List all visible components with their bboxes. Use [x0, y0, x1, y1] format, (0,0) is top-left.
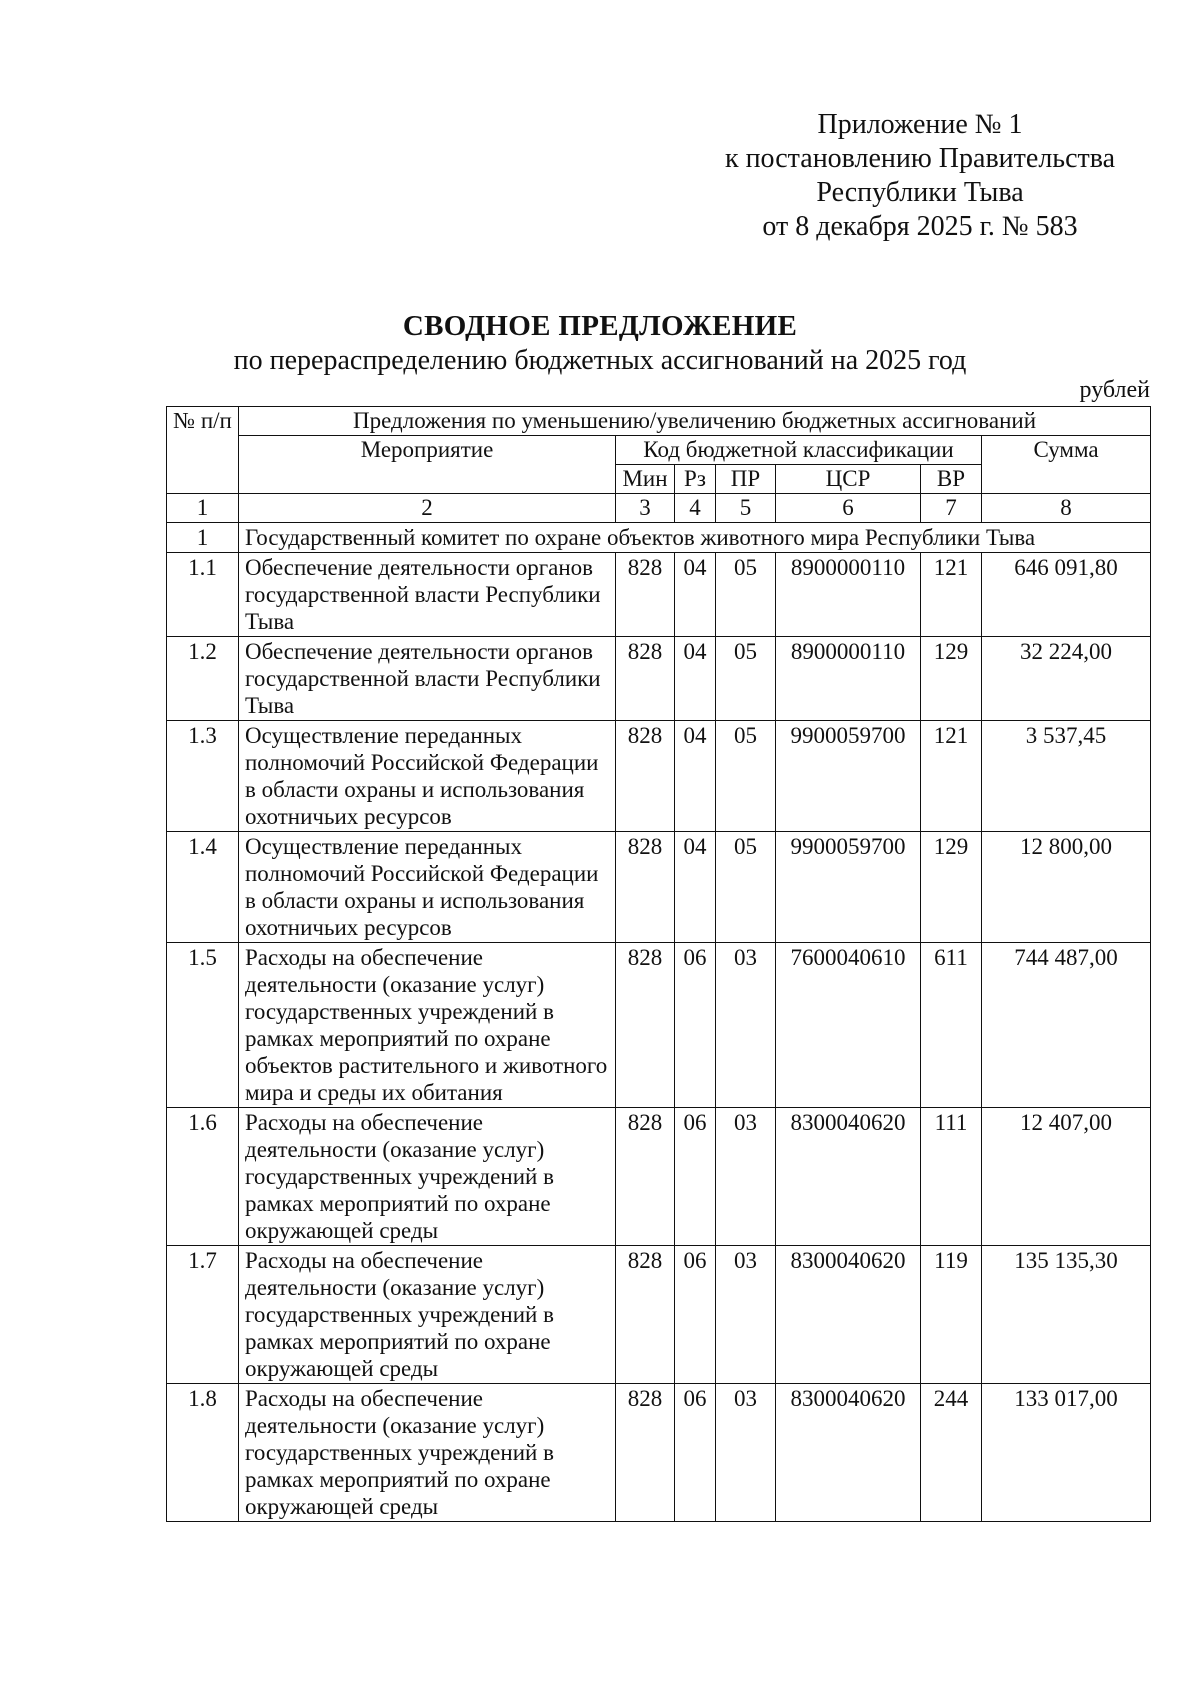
row-num: 1.6: [167, 1108, 239, 1246]
header-proposals: Предложения по уменьшению/увеличению бюджетных ассигнований: [239, 407, 1151, 436]
row-sum: 3 537,45: [982, 721, 1151, 832]
row-vr: 611: [921, 943, 982, 1108]
header-event: Мероприятие: [239, 436, 616, 494]
row-min: 828: [616, 721, 675, 832]
table-row: [167, 1108, 1151, 1246]
table-row: [167, 1384, 1151, 1522]
row-pr: 03: [716, 1246, 776, 1384]
row-event-name: Обеспечение деятельности органов государственной власти Республики Тыва: [239, 637, 616, 721]
col-number: 2: [239, 494, 616, 523]
row-sum: 12 407,00: [982, 1108, 1151, 1246]
row-sum: 32 224,00: [982, 637, 1151, 721]
row-csr: 8300040620: [776, 1246, 921, 1384]
section-row: [167, 523, 1151, 553]
row-pr: 05: [716, 832, 776, 943]
header-num: № п/п: [167, 407, 239, 494]
row-event-name: Осуществление переданных полномочий Российской Федерации в области охраны и использования охотничьих ресурсов: [239, 832, 616, 943]
row-csr: 8900000110: [776, 553, 921, 637]
row-event-name: Осуществление переданных полномочий Российской Федерации в области охраны и использования охотничьих ресурсов: [239, 721, 616, 832]
row-vr: 129: [921, 637, 982, 721]
row-num: 1.5: [167, 943, 239, 1108]
table-row: [167, 637, 1151, 721]
table-row: [167, 553, 1151, 637]
row-pr: 05: [716, 721, 776, 832]
table-row: [167, 943, 1151, 1108]
row-min: 828: [616, 1108, 675, 1246]
document-subtitle: по перераспределению бюджетных ассигнований на 2025 год: [233, 345, 967, 376]
row-num: 1.4: [167, 832, 239, 943]
row-rz: 04: [675, 553, 716, 637]
section-num: 1: [167, 523, 239, 553]
row-vr: 129: [921, 832, 982, 943]
row-event-name: Расходы на обеспечение деятельности (оказание услуг) государственных учреждений в рамках мероприятий по охране окружающей среды: [239, 1384, 616, 1522]
row-rz: 06: [675, 1108, 716, 1246]
row-sum: 744 487,00: [982, 943, 1151, 1108]
row-num: 1.7: [167, 1246, 239, 1384]
row-event-name: Расходы на обеспечение деятельности (оказание услуг) государственных учреждений в рамках мероприятий по охране объектов растительного и животного мира и среды их обитания: [239, 943, 616, 1108]
row-sum: 12 800,00: [982, 832, 1151, 943]
row-vr: 244: [921, 1384, 982, 1522]
row-csr: 7600040610: [776, 943, 921, 1108]
row-pr: 05: [716, 553, 776, 637]
row-num: 1.8: [167, 1384, 239, 1522]
row-rz: 06: [675, 943, 716, 1108]
col-number: 8: [982, 494, 1151, 523]
row-min: 828: [616, 553, 675, 637]
header-vr: ВР: [921, 465, 982, 494]
table-row: [167, 1246, 1151, 1384]
row-vr: 111: [921, 1108, 982, 1246]
header-csr: ЦСР: [776, 465, 921, 494]
row-pr: 03: [716, 1384, 776, 1522]
row-rz: 04: [675, 832, 716, 943]
col-number: 4: [675, 494, 716, 523]
row-rz: 06: [675, 1246, 716, 1384]
row-vr: 121: [921, 553, 982, 637]
header-row-1: [167, 407, 1151, 436]
row-event-name: Обеспечение деятельности органов государственной власти Республики Тыва: [239, 553, 616, 637]
row-min: 828: [616, 1384, 675, 1522]
row-num: 1.1: [167, 553, 239, 637]
col-number: 1: [167, 494, 239, 523]
header-rz: Рз: [675, 465, 716, 494]
row-pr: 03: [716, 1108, 776, 1246]
header-min: Мин: [616, 465, 675, 494]
table-body: [167, 553, 1151, 1522]
row-sum: 135 135,30: [982, 1246, 1151, 1384]
row-vr: 119: [921, 1246, 982, 1384]
header-pr: ПР: [716, 465, 776, 494]
table-row: [167, 832, 1151, 943]
row-csr: 9900059700: [776, 721, 921, 832]
row-pr: 05: [716, 637, 776, 721]
row-min: 828: [616, 832, 675, 943]
row-rz: 06: [675, 1384, 716, 1522]
row-num: 1.2: [167, 637, 239, 721]
row-sum: 646 091,80: [982, 553, 1151, 637]
appendix-header: [690, 108, 1150, 244]
row-min: 828: [616, 1246, 675, 1384]
row-csr: 8300040620: [776, 1108, 921, 1246]
col-number: 3: [616, 494, 675, 523]
row-num: 1.3: [167, 721, 239, 832]
col-number: 7: [921, 494, 982, 523]
row-vr: 121: [921, 721, 982, 832]
document-title: СВОДНОЕ ПРЕДЛОЖЕНИЕ: [402, 310, 798, 342]
header-sum: Сумма: [982, 436, 1151, 494]
row-event-name: Расходы на обеспечение деятельности (оказание услуг) государственных учреждений в рамках мероприятий по охране окружающей среды: [239, 1108, 616, 1246]
units-label: рублей: [1079, 377, 1150, 403]
row-csr: 9900059700: [776, 832, 921, 943]
row-event-name: Расходы на обеспечение деятельности (оказание услуг) государственных учреждений в рамках мероприятий по охране окружающей среды: [239, 1246, 616, 1384]
row-pr: 03: [716, 943, 776, 1108]
col-number: 5: [716, 494, 776, 523]
row-sum: 133 017,00: [982, 1384, 1151, 1522]
appendix-line-4: от 8 декабря 2025 г. № 583: [762, 211, 1078, 242]
row-rz: 04: [675, 637, 716, 721]
header-code: Код бюджетной классификации: [616, 436, 982, 465]
appendix-line-3: Республики Тыва: [816, 177, 1024, 208]
table-row: [167, 721, 1151, 832]
column-number-row: [167, 494, 1151, 523]
row-rz: 04: [675, 721, 716, 832]
budget-table: [166, 406, 1151, 1522]
header-row-2: [167, 436, 1151, 465]
row-csr: 8300040620: [776, 1384, 921, 1522]
appendix-line-1: Приложение № 1: [817, 109, 1023, 140]
appendix-line-2: к постановлению Правительства: [724, 143, 1116, 174]
section-name: Государственный комитет по охране объектов животного мира Республики Тыва: [239, 523, 1151, 553]
row-csr: 8900000110: [776, 637, 921, 721]
row-min: 828: [616, 943, 675, 1108]
row-min: 828: [616, 637, 675, 721]
col-number: 6: [776, 494, 921, 523]
